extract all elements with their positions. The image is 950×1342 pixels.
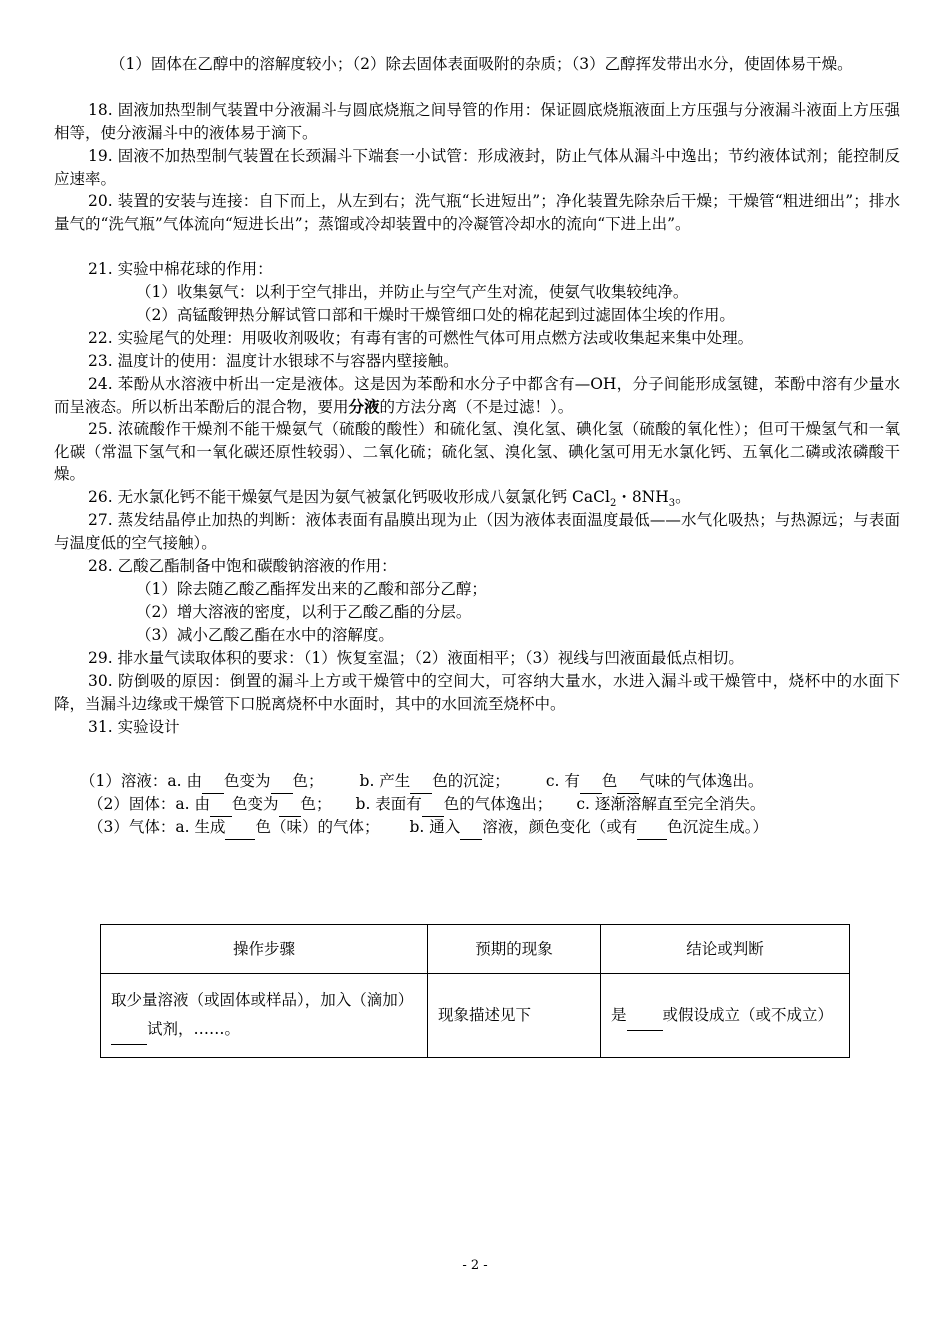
item-21-2: （2）高锰酸钾热分解试管口部和干燥时干燥管细口处的棉花起到过滤固体尘埃的作用。 [136, 306, 735, 324]
phenomenon-solution: （1）溶液：a. 由 色变为 色； b. 产生 色的沉淀； c. 有 色 气味的气体逸出。 [80, 770, 763, 794]
page-number: - 2 - [462, 1258, 488, 1273]
item-24: 24. 苯酚从水溶液中析出一定是液体。这是因为苯酚和水分子中都含有—OH，分子间能形成氢键，苯酚中溶有少量水而呈液态。所以析出苯酚后的混合物，要用分液的方法分离（不是过滤！）。 [54, 375, 900, 416]
item-18: 18. 固液加热型制气装置中分液漏斗与圆底烧瓶之间导管的作用：保证圆底烧瓶液面上方压强与分液漏斗液面上方压强相等，使分液漏斗中的液体易于滴下。 [54, 101, 900, 142]
blank [637, 816, 667, 840]
item-30: 30. 防倒吸的原因：倒置的漏斗上方或干燥管中的空间大，可容纳大量水，水进入漏斗或干燥管中，烧杯中的水面下降，当漏斗边缘或干燥管下口脱离烧杯中水面时，其中的水回流至烧杯中。 [54, 672, 900, 713]
blank [617, 770, 639, 794]
blank [225, 816, 255, 840]
blank [460, 816, 482, 840]
item-28-2: （2）增大溶液的密度，以利于乙酸乙酯的分层。 [136, 603, 472, 621]
blank [202, 770, 224, 794]
item-26: 26. 无水氯化钙不能干燥氨气是因为氨气被氯化钙吸收形成八氨氯化钙 CaCl$_2$・$8NH_3$。 [88, 488, 691, 510]
table-cell-phenomenon: 现象描述见下 [428, 974, 601, 1058]
table-header-row [101, 925, 850, 974]
item-22: 22. 实验尾气的处理：用吸收剂吸收；有毒有害的可燃性气体可用点燃方法或收集起来集中处理。 [88, 329, 754, 347]
item-27: 27. 蒸发结晶停止加热的判断：液体表面有晶膜出现为止（因为液体表面温度最低——水气化吸热；与热源远；与表面与温度低的空气接触）。 [54, 511, 900, 552]
item-19: 19. 固液不加热型制气装置在长颈漏斗下端套一小试管：形成液封，防止气体从漏斗中逸出；节约液体试剂；能控制反应速率。 [54, 147, 900, 188]
blank [271, 770, 293, 794]
item-21: 21. 实验中棉花球的作用： [88, 260, 273, 278]
para-intro: （1）固体在乙醇中的溶解度较小；（2）除去固体表面吸附的杂质；（3）乙醇挥发带出水分，使固体易干燥。 [110, 55, 853, 73]
table-header-cell: 操作步骤 [101, 925, 428, 974]
table-header-cell: 结论或判断 [601, 925, 850, 974]
table-header-cell: 预期的现象 [428, 925, 601, 974]
blank [422, 793, 444, 817]
experiment-design-table [100, 924, 850, 1058]
table-cell-operation: 取少量溶液（或固体或样品），加入（滴加） 试剂，……。 [101, 974, 428, 1058]
blank [210, 793, 232, 817]
item-21-1: （1）收集氨气：以利于空气排出，并防止与空气产生对流，使氨气收集较纯净。 [136, 283, 689, 301]
item-25: 25. 浓硫酸作干燥剂不能干燥氨气（硫酸的酸性）和硫化氢、溴化氢、碘化氢（硫酸的氧化性）；但可干燥氢气和一氧化碳（常温下氢气和一氧化碳还原性较弱）、二氧化硫；硫化氢、溴化氢、碘化氢可用无水氯化钙、五氧化二磷或浓磷酸干燥。 [54, 420, 900, 483]
bold-keyword: 分液 [348, 396, 380, 416]
blank [279, 793, 301, 817]
item-31: 31. 实验设计 [88, 718, 180, 736]
blank [627, 1001, 663, 1031]
blank [580, 770, 602, 794]
table-row [101, 974, 850, 1058]
item-28: 28. 乙酸乙酯制备中饱和碳酸钠溶液的作用： [88, 557, 397, 575]
table-cell-conclusion: 是 或假设成立（或不成立） [601, 974, 850, 1058]
blank [111, 1015, 147, 1045]
item-29: 29. 排水量气读取体积的要求：（1）恢复室温；（2）液面相平；（3）视线与凹液面最低点相切。 [88, 649, 744, 667]
item-28-3: （3）减小乙酸乙酯在水中的溶解度。 [136, 626, 394, 644]
item-23: 23. 温度计的使用：温度计水银球不与容器内壁接触。 [88, 352, 459, 370]
blank [410, 770, 432, 794]
phenomenon-gas: （3）气体：a. 生成 色（味）的气体； b. 通入 溶液，颜色变化（或有 色沉淀生成。） [88, 816, 768, 840]
item-20: 20. 装置的安装与连接：自下而上，从左到右；洗气瓶“长进短出”；净化装置先除杂后干燥；干燥管“粗进细出”；排水量气的“洗气瓶”气体流向“短进长出”；蒸馏或冷却装置中的冷凝管冷却水的流向“下进上出”。 [54, 192, 900, 233]
phenomenon-solid: （2）固体：a. 由 色变为 色； b. 表面有 色的气体逸出； c. 逐渐溶解直至完全消失。 [88, 793, 765, 817]
item-28-1: （1）除去随乙酸乙酯挥发出来的乙酸和部分乙醇； [136, 580, 487, 598]
